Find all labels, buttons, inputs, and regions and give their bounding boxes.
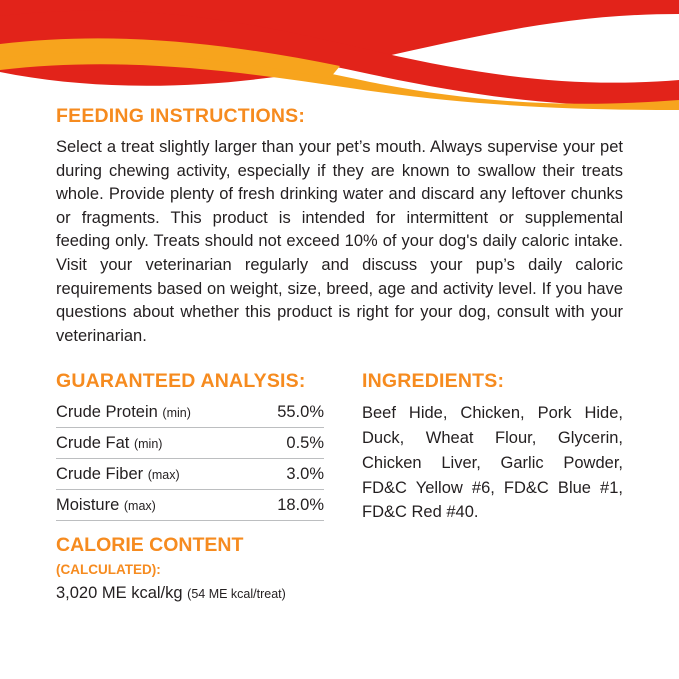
guaranteed-analysis-column [56, 370, 334, 603]
nutrient-name-cell [56, 397, 255, 428]
table-row [56, 490, 324, 521]
calorie-content-value-row [56, 584, 334, 603]
nutrient-name-cell [56, 490, 255, 521]
label-content [0, 105, 679, 603]
nutrient-label: Crude Fiber [56, 465, 144, 484]
two-column-section [56, 370, 623, 603]
calorie-content-qualifier: (CALCULATED): [56, 562, 161, 578]
nutrient-label: Crude Fat [56, 434, 130, 453]
feeding-instructions-title: FEEDING INSTRUCTIONS: [56, 105, 306, 127]
table-row [56, 459, 324, 490]
nutrient-value-cell: 0.5% [286, 434, 324, 453]
calorie-content-value: 3,020 ME kcal/kg [56, 584, 183, 603]
nutrient-value-cell: 3.0% [286, 465, 324, 484]
nutrient-name-cell [56, 459, 255, 490]
nutrient-label: Moisture [56, 496, 120, 515]
ingredients-body: Beef Hide, Chicken, Pork Hide, Duck, Wheat Flour, Glycerin, Chicken Liver, Garlic Powder, FD&C Yellow #6, FD&C Blue #1, FD&C Red #40. [362, 404, 623, 522]
nutrient-value-cell: 18.0% [277, 496, 324, 515]
calorie-content-label: CALORIE CONTENT [56, 534, 244, 557]
nutrient-basis: (min) [133, 437, 163, 452]
nutrient-name-cell [56, 428, 255, 459]
nutrient-basis: (max) [123, 499, 156, 514]
nutrient-value-cell: 55.0% [277, 403, 324, 422]
nutrient-label: Crude Protein [56, 403, 158, 422]
ingredients-column [334, 370, 623, 603]
nutrient-basis: (max) [147, 468, 180, 483]
calorie-per-treat: (54 ME kcal/treat) [187, 587, 286, 602]
decorative-header-banner [0, 0, 679, 110]
nutrient-basis: (min) [162, 406, 191, 421]
table-row [56, 397, 324, 428]
guaranteed-analysis-title: GUARANTEED ANALYSIS: [56, 370, 306, 393]
calorie-content-title [56, 534, 334, 580]
ingredients-title: INGREDIENTS: [362, 370, 505, 393]
feeding-instructions-body: Select a treat slightly larger than your pet’s mouth. Always supervise your pet during chewing activity, especially if they are known to swallow their treats whole. Provide plenty of fresh drinking water and discard any leftover chunks or fragments. This product is intended for intermittent or supplemental feeding only. Treats should not exceed 10% of your dog's daily caloric intake. Visit your veterinarian regularly and discuss your pup’s daily caloric requirements based on weight, size, breed, age and activity level. If you have questions about whether this product is right for your dog, consult with your veterinarian. [56, 138, 623, 345]
table-row [56, 428, 324, 459]
guaranteed-analysis-table [56, 397, 324, 521]
swoosh-graphic [0, 0, 679, 110]
